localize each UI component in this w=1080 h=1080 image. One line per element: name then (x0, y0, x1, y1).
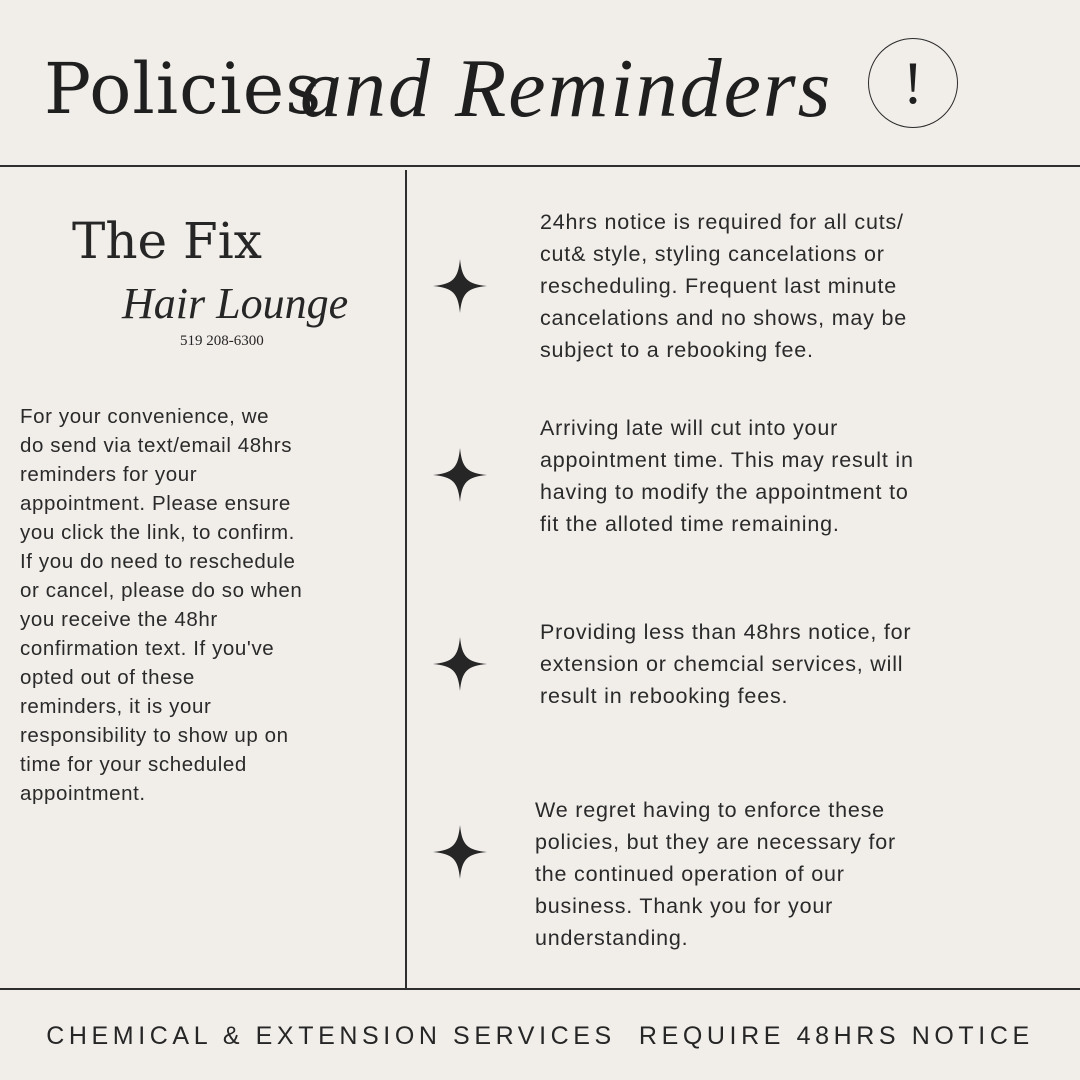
sparkle-icon (433, 825, 487, 879)
bottom-divider (0, 988, 1080, 990)
column-divider (405, 170, 407, 990)
page-title-plain: Policies (44, 48, 323, 130)
sparkle-icon (433, 448, 487, 502)
brand-name: The Fix (72, 212, 262, 270)
footer-notice: CHEMICAL & EXTENSION SERVICES REQUIRE 48HRS NOTICE (46, 1022, 1034, 1050)
brand-phone: 519 208-6300 (180, 333, 264, 349)
policy-item-text: Providing less than 48hrs notice, for extension or chemcial services, will result in rebooking fees. (540, 620, 912, 708)
reminder-text: For your convenience, we do send via text/email 48hrs reminders for your appointment. Please ensure you click the link, to confirm. If you do need to reschedule or cancel, please do so when you receive the 48hr confirmation text. If you've opted out of these reminders, it is your responsibility to show up on time for your scheduled appointment. (20, 405, 303, 805)
policy-item-text: 24hrs notice is required for all cuts/ cut& style, styling cancelations or rescheduling. Frequent last minute cancelations and no shows, may be subject to a rebooking fee. (540, 210, 908, 362)
policy-item-text: We regret having to enforce these policies, but they are necessary for the continued operation of our business. Thank you for your understanding. (535, 798, 897, 950)
alert-icon: ! (868, 38, 958, 128)
top-divider (0, 165, 1080, 167)
sparkle-icon (433, 637, 487, 691)
page-title-script: and Reminders (300, 42, 833, 135)
brand-subtitle: Hair Lounge (122, 279, 349, 328)
policy-item-text: Arriving late will cut into your appointment time. This may result in having to modify the appointment to fit the alloted time remaining. (540, 416, 914, 536)
sparkle-icon (433, 259, 487, 313)
